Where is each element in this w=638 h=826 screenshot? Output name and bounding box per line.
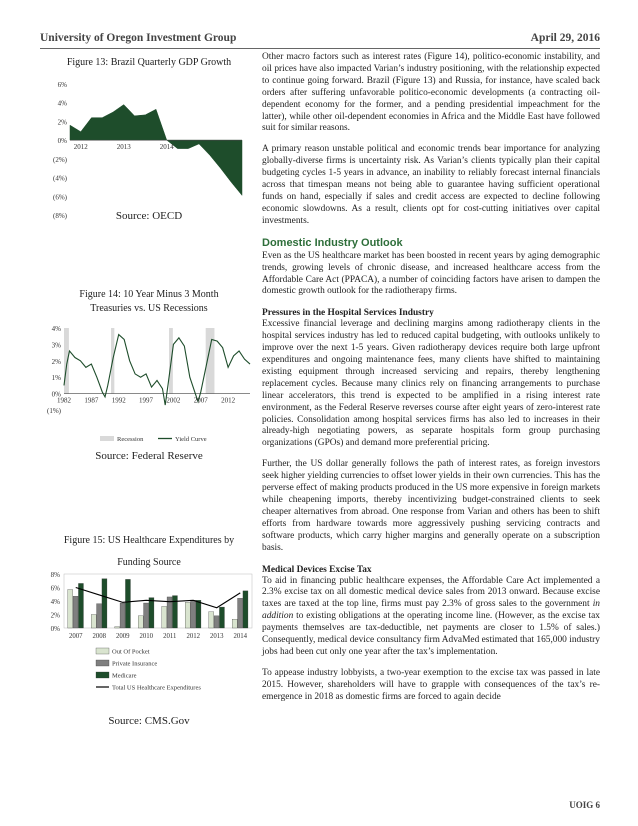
figure-15-chart: [40, 566, 258, 706]
y-tick-label: 2%: [51, 357, 61, 366]
bar-medicare: [196, 600, 201, 628]
paragraph-macro-factors: Other macro factors such as interest rates (Figure 14), politico-economic instability, and oil prices have also impacted Varian’s industry positioning, with the relationship expected to continue going forward. Brazil (Figure 13) and Russia, for instance, have scaled back orders after suffering unfavorable politico-economic developments (a contracting oil-dependent economy for the former, and a pending presidential impeachment for the latter), while other oil-dependent economies in Africa and the Middle East have followed suit for similar reasons.: [262, 52, 600, 134]
figure-14-chart: [40, 320, 258, 444]
paragraph-excise-tax: [262, 576, 600, 659]
bar-medicare: [149, 598, 154, 628]
y-tick-label: (1%): [47, 407, 61, 415]
figure-13-source: Source: OECD: [115, 210, 183, 222]
subheading-hospital-pressures: Pressures in the Hospital Services Industry: [262, 308, 434, 319]
x-tick-label: 1982: [57, 396, 71, 405]
y-tick-label: 4%: [57, 99, 67, 108]
bar-medicare: [172, 596, 177, 628]
y-tick-label: 3%: [51, 341, 61, 350]
y-tick-label: (6%): [53, 193, 67, 202]
figure-14-title-line1: Figure 14: 10 Year Minus 3 Month: [79, 289, 219, 300]
x-tick-label: 2002: [166, 396, 181, 405]
section-heading-domestic: Domestic Industry Outlook: [262, 236, 403, 249]
legend-label: Private Insurance: [112, 660, 158, 668]
article-body: [262, 52, 600, 713]
bar-out-of-pocket: [115, 627, 120, 628]
paragraph-domestic-outlook: Even as the US healthcare market has been boosted in recent years by aging demographic trends, growing levels of chronic disease, and increased healthcare access from the Affordable Care Act (PPACA), a number of coinciding factors have arisen to dampen the domestic growth outlook for the radiotherapy firms.: [262, 250, 600, 297]
excise-emphasis: in addition: [262, 599, 600, 622]
legend-label-recession: Recession: [117, 436, 144, 443]
x-tick-label: 2010: [139, 633, 154, 640]
x-tick-label: 2009: [115, 633, 130, 640]
page-number: UOIG 6: [569, 800, 600, 810]
x-tick-label: 2008: [92, 633, 107, 640]
bar-out-of-pocket: [232, 619, 237, 628]
figure-14-title-line2: Treasuries vs. US Recessions: [90, 303, 208, 314]
legend-swatch: [96, 648, 109, 654]
bar-private-insurance: [191, 600, 196, 628]
legend-swatch: [96, 672, 109, 678]
bar-private-insurance: [238, 598, 243, 628]
x-tick-label: 1992: [111, 396, 126, 405]
bar-medicare: [219, 607, 224, 628]
bar-private-insurance: [120, 603, 125, 628]
excise-text-a: To aid in financing public healthcare expenses, the Affordable Care Act implemented a 2.3% excise tax on all domestic medical device sales from 2013 onward. Because excise taxes are taxed at the top line, firms must pay 2.3% of gross sales to the government: [262, 575, 600, 610]
legend-label: Total US Healthcare Expenditures: [112, 684, 201, 692]
bar-out-of-pocket: [185, 602, 190, 628]
bar-out-of-pocket: [68, 590, 73, 628]
x-tick-label: 2011: [163, 633, 177, 640]
paragraph-us-dollar: Further, the US dollar generally follows the path of interest rates, as foreign investors seek higher yielding currencies to offset lower yields in their own currencies. This has the perverse effect of making products produced in the US more expensive in foreign markets while cheapening imports, thereby incentivizing budget-constrained clients to seek cheaper alternatives from abroad. One response from Varian and others has been to shift efforts from hardware towards more aggressively pushing servicing contracts and software products, which carry higher margins and generally operate on a subscription basis.: [262, 459, 600, 553]
bar-private-insurance: [214, 616, 219, 628]
figure-15-source: Source: CMS.Gov: [108, 715, 190, 727]
y-tick-label: 0%: [57, 137, 67, 146]
bar-out-of-pocket: [209, 612, 214, 628]
legend-swatch: [96, 660, 109, 666]
x-tick-label: 1997: [139, 396, 154, 405]
bar-private-insurance: [97, 604, 102, 628]
paragraph-hospital-pressures: Excessive financial leverage and declining margins among radiotherapy clients in the hospital services industry has led to reduced capital budgeting, with outlooks unlikely to improve over the next 1-5 years. Given radiotherapy devices require both large upfront expenditures and ongoing maintenance fees, many clients have shifted to maintaining existing equipment through increased servicing and repairs, thereby lengthening replacement cycles. Because many clinics rely on financing arrangements to purchase linear accelerators, this trend is expected to be amplified in a rising interest rate environment, as the Federal Reserve reverses course after eight years of zero-interest rate policies. Consolidation among hospital services firms has also led to increases in their already-high negotiating powers, as separate hospitals form group purchasing organizations (GPOs) and demand more preferential pricing.: [262, 319, 600, 449]
x-tick-label: 1987: [84, 396, 99, 405]
bar-medicare: [102, 579, 107, 628]
excise-text-b: to existing obligations at the operating income line. (However, as the excise tax payments themselves are tax-deductible, net payments are closer to 1.5% of sales.) Consequently, medical device consultancy firm AdvaMed estimated that 165,000 industry jobs had been cut only one year after the tax’s implementation.: [262, 611, 600, 657]
bar-out-of-pocket: [91, 615, 96, 629]
y-tick-label: 0%: [50, 625, 60, 633]
y-tick-label: (2%): [53, 155, 67, 164]
y-tick-label: 2%: [50, 611, 60, 620]
bar-private-insurance: [73, 596, 78, 628]
bar-medicare: [243, 591, 248, 628]
figure-15-title-line1: Figure 15: US Healthcare Expenditures by: [63, 535, 235, 546]
x-tick-label: 2007: [68, 633, 83, 640]
y-tick-label: 8%: [50, 571, 60, 579]
subheading-excise-tax: Medical Devices Excise Tax: [262, 564, 372, 575]
x-tick-label: 2014: [233, 633, 248, 640]
y-tick-label: 0%: [51, 390, 61, 399]
paragraph-exemption: To appease industry lobbyists, a two-year exemption to the excise tax was passed in late 2015. However, shareholders will have to grapple with consequences of the tax’s re-emergence in 2018 as domestic firms are forced to again decide: [262, 667, 600, 702]
y-tick-label: 6%: [50, 584, 60, 593]
x-tick-label: 2013: [116, 143, 131, 152]
y-tick-label: (4%): [53, 174, 67, 183]
legend-swatch-recession: [100, 436, 114, 441]
header-divider: [40, 48, 600, 49]
header-date: April 29, 2016: [530, 32, 600, 44]
figure-13-chart: [40, 72, 258, 222]
page-header: [40, 28, 600, 48]
legend-label-yield-curve: Yield Curve: [175, 436, 207, 443]
bar-out-of-pocket: [138, 616, 143, 628]
header-org: University of Oregon Investment Group: [40, 32, 237, 44]
y-tick-label: (8%): [53, 212, 67, 220]
y-tick-label: 2%: [57, 118, 67, 127]
x-tick-label: 2013: [209, 633, 224, 640]
x-tick-label: 2014: [159, 143, 174, 152]
figure-13-title: Figure 13: Brazil Quarterly GDP Growth: [66, 57, 232, 68]
bar-private-insurance: [144, 603, 149, 628]
figure-14-source: Source: Federal Reserve: [95, 450, 203, 462]
x-tick-label: 2007: [193, 396, 208, 405]
paragraph-uncertainty-risk: A primary reason unstable political and economic trends bear importance for analyzing globally-diverse firms is uncertainty risk. As Varian’s clients typically plan their capital budgeting cycles 1-5 years in advance, an inability to reliably forecast internal financials across that timespan means not being able to guarantee having sufficient operational funds on hand, especially if sales and credit access are expected to decline following economic slowdowns. As a result, clients opt for cost-cutting initiatives over capital investments.: [262, 144, 600, 226]
x-tick-label: 2012: [221, 396, 236, 405]
gdp-area: [70, 105, 242, 196]
yield-curve-line: [64, 335, 250, 406]
legend-label: Out Of Pocket: [112, 648, 150, 656]
figure-15-title-line2: Funding Source: [117, 557, 181, 568]
x-tick-label: 2012: [186, 633, 201, 640]
y-tick-label: 6%: [57, 81, 67, 89]
bar-medicare: [125, 579, 130, 628]
y-tick-label: 4%: [51, 325, 61, 333]
legend-label: Medicare: [112, 672, 137, 680]
y-tick-label: 4%: [50, 598, 60, 606]
x-tick-label: 2012: [73, 143, 88, 152]
y-tick-label: 1%: [51, 374, 61, 383]
bar-out-of-pocket: [162, 606, 167, 628]
figure-14-title: [40, 288, 258, 316]
